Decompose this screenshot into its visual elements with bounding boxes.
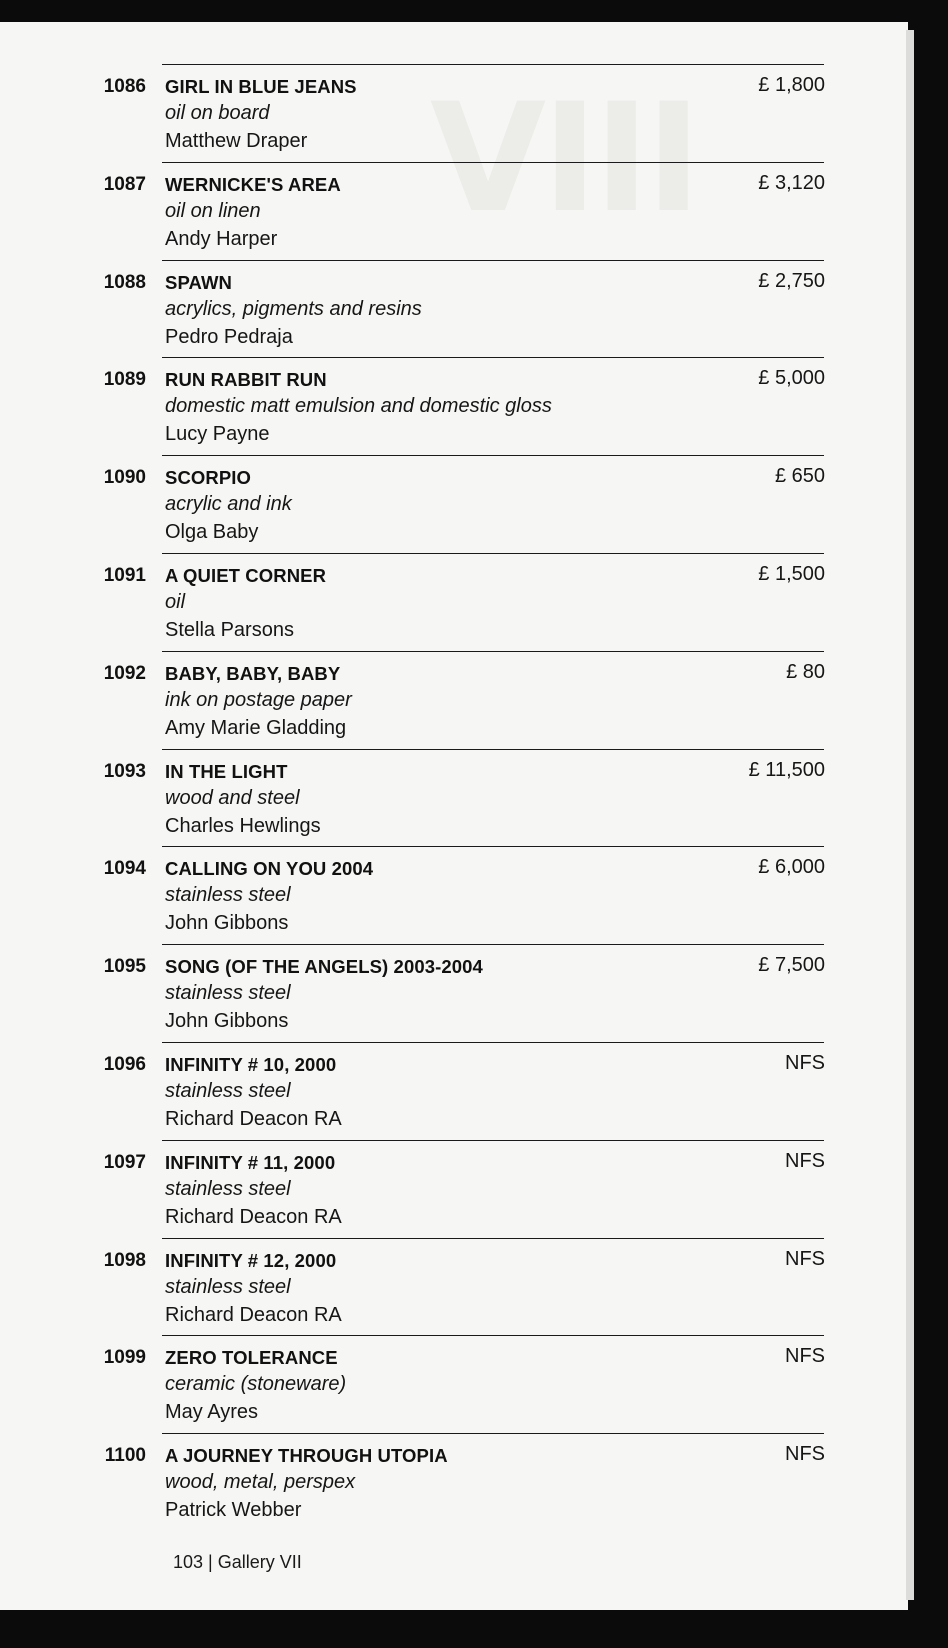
entry-artist: Richard Deacon RA (165, 1108, 342, 1130)
entry-artist: Pedro Pedraja (165, 325, 293, 348)
divider (162, 944, 824, 945)
divider (162, 651, 824, 652)
divider (162, 1140, 824, 1141)
entry-title: A QUIET CORNER (165, 565, 327, 586)
divider (162, 455, 824, 456)
catalogue-page (0, 22, 908, 1610)
entry-artist: May Ayres (165, 1401, 258, 1424)
list-item (0, 1433, 908, 1529)
entry-price: £ 5,000 (758, 367, 825, 390)
divider (162, 260, 824, 261)
entry-price: NFS (785, 1443, 825, 1466)
entry-medium: domestic matt emulsion and domestic gloss (165, 395, 552, 418)
entry-number: 1091 (103, 565, 146, 586)
entry-title: IN THE LIGHT (165, 760, 288, 782)
entry-artist: Richard Deacon RA (165, 1205, 342, 1228)
divider (162, 64, 824, 65)
entry-medium: oil (165, 591, 186, 613)
list-item (0, 1238, 908, 1334)
divider (162, 553, 824, 554)
entry-price: £ 80 (786, 660, 825, 683)
entry-medium: wood and steel (165, 786, 300, 809)
entry-medium: acrylic and ink (165, 493, 292, 516)
entry-title: A JOURNEY THROUGH UTOPIA (165, 1445, 448, 1467)
entry-title: INFINITY # 12, 2000 (165, 1249, 337, 1271)
entry-number: 1099 (103, 1347, 146, 1369)
entry-number: 1097 (103, 1151, 146, 1173)
entry-title: CALLING ON YOU 2004 (165, 858, 374, 880)
list-item (0, 651, 908, 747)
entry-number: 1096 (103, 1054, 146, 1075)
entry-title: GIRL IN BLUE JEANS (165, 76, 357, 97)
divider (162, 162, 824, 163)
entry-price: NFS (785, 1052, 825, 1074)
list-item (0, 1335, 908, 1431)
list-item (0, 749, 908, 845)
page-footer: 103 | Gallery VII (173, 1552, 302, 1572)
entry-number: 1100 (104, 1445, 146, 1467)
entry-medium: stainless steel (165, 884, 291, 907)
entry-artist: John Gibbons (165, 912, 289, 935)
show-through-text: VIII (430, 72, 698, 246)
entry-title: SCORPIO (165, 467, 252, 489)
entry-title: SPAWN (165, 271, 232, 293)
entry-artist: Charles Hewlings (165, 814, 321, 837)
entry-number: 1090 (103, 467, 146, 489)
entry-price: NFS (785, 1247, 825, 1270)
entry-number: 1098 (103, 1249, 146, 1271)
list-item (0, 455, 908, 551)
entry-artist: Stella Parsons (165, 619, 294, 641)
entry-number: 1093 (103, 760, 146, 782)
list-item (0, 162, 908, 258)
page-edge (906, 30, 914, 1600)
entry-title: BABY, BABY, BABY (165, 662, 341, 684)
list-item (0, 553, 908, 649)
list-item (0, 357, 908, 453)
entry-artist: Andy Harper (165, 227, 278, 250)
entry-medium: stainless steel (165, 982, 291, 1005)
entry-price: NFS (785, 1149, 825, 1172)
divider (162, 1238, 824, 1239)
entry-number: 1094 (103, 858, 146, 880)
entry-artist: Olga Baby (165, 521, 259, 544)
entry-medium: stainless steel (165, 1275, 291, 1298)
entry-artist: Matthew Draper (165, 130, 308, 152)
list-item (0, 64, 908, 160)
divider (162, 1042, 824, 1043)
entry-price: £ 6,000 (758, 856, 825, 879)
divider (162, 846, 824, 847)
entry-price: £ 2,750 (758, 269, 825, 292)
entry-number: 1092 (103, 662, 146, 684)
list-item (0, 260, 908, 356)
list-item (0, 1140, 908, 1236)
entry-medium: ink on postage paper (165, 688, 352, 711)
entry-number: 1089 (103, 369, 146, 391)
entry-price: £ 11,500 (748, 758, 825, 781)
entry-title: SONG (OF THE ANGELS) 2003-2004 (165, 956, 483, 978)
divider (162, 749, 824, 750)
entry-number: 1088 (103, 271, 146, 293)
divider (162, 357, 824, 358)
entry-price: £ 3,120 (758, 171, 825, 194)
list-item (0, 1042, 908, 1138)
entry-price: £ 1,500 (758, 563, 825, 585)
entry-medium: wood, metal, perspex (165, 1471, 356, 1494)
entry-medium: oil on board (165, 102, 270, 124)
entry-price: £ 650 (774, 465, 825, 488)
entry-price: NFS (785, 1345, 825, 1368)
entry-medium: oil on linen (165, 199, 261, 222)
entry-medium: stainless steel (165, 1080, 291, 1102)
entry-artist: Amy Marie Gladding (165, 716, 347, 739)
entry-title: RUN RABBIT RUN (165, 369, 327, 391)
entry-number: 1086 (103, 76, 146, 97)
entry-medium: acrylics, pigments and resins (165, 297, 422, 320)
entry-artist: Richard Deacon RA (165, 1303, 342, 1326)
entry-title: ZERO TOLERANCE (165, 1347, 338, 1369)
entry-number: 1087 (103, 173, 146, 195)
divider (162, 1335, 824, 1336)
entry-number: 1095 (103, 956, 146, 978)
entry-title: INFINITY # 10, 2000 (165, 1054, 337, 1075)
entry-artist: Lucy Payne (165, 423, 270, 446)
list-item (0, 944, 908, 1040)
entry-price: £ 7,500 (758, 954, 825, 977)
entry-medium: stainless steel (165, 1177, 291, 1200)
entry-medium: ceramic (stoneware) (165, 1373, 347, 1396)
divider (162, 1433, 824, 1434)
entry-artist: Patrick Webber (165, 1499, 302, 1522)
entry-price: £ 1,800 (758, 74, 825, 96)
list-item (0, 846, 908, 942)
entry-artist: John Gibbons (165, 1010, 289, 1033)
entry-title: INFINITY # 11, 2000 (165, 1151, 336, 1173)
entry-title: WERNICKE'S AREA (165, 173, 341, 195)
